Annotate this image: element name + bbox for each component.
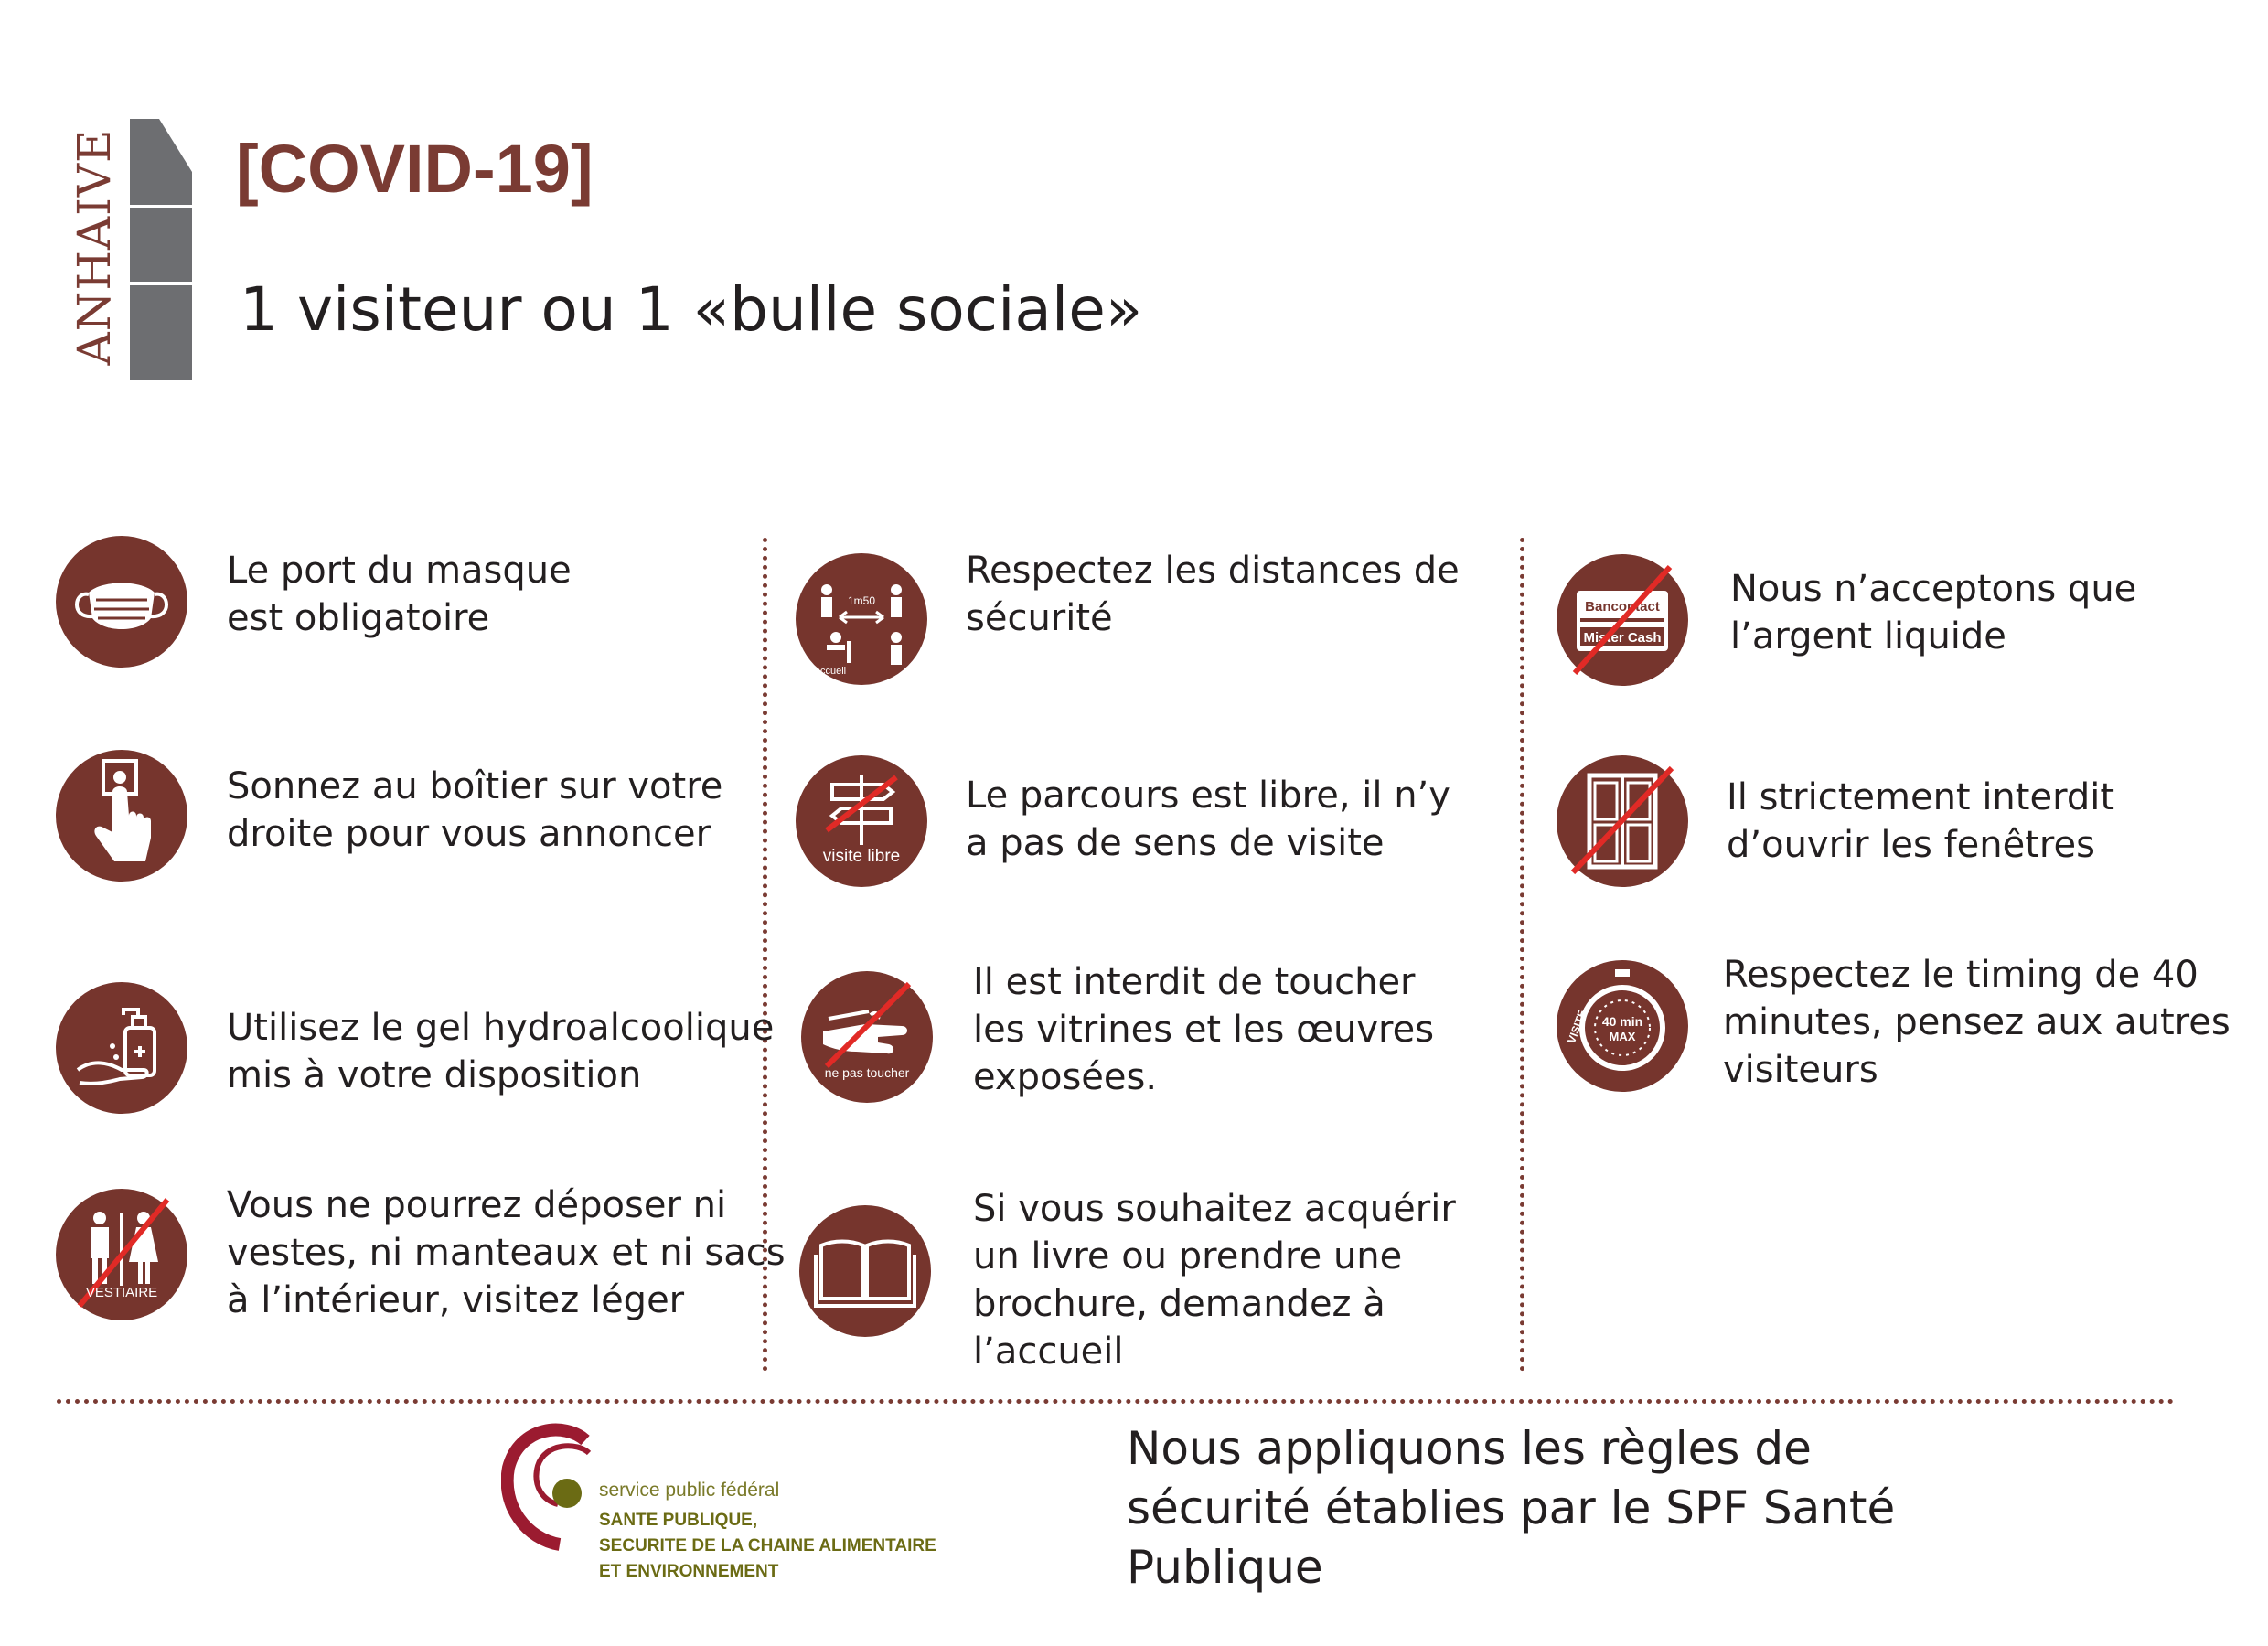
no-card-icon bbox=[1557, 554, 1688, 686]
rule-free-route: Le parcours est libre, il n’y a pas de sens de visite bbox=[966, 775, 1450, 864]
timer-icon bbox=[1557, 960, 1688, 1092]
brand-logo-text bbox=[68, 119, 121, 375]
rule-distance: Respectez les distances de sécurité bbox=[966, 550, 1460, 639]
rule-no-card: Nous n’acceptons que l’argent liquide bbox=[1730, 568, 2137, 657]
page-subtitle: 1 visiteur ou 1 «bulle sociale» bbox=[240, 274, 1143, 345]
free-route-icon bbox=[796, 755, 927, 887]
doorbell-icon bbox=[56, 750, 187, 882]
mask-icon bbox=[56, 536, 187, 668]
svg-text:VISITE: VISITE bbox=[1565, 1008, 1589, 1045]
book-icon bbox=[799, 1205, 931, 1337]
svg-text:accueil: accueil bbox=[814, 666, 847, 677]
rule-mask: Le port du masque est obligatoire bbox=[227, 550, 572, 639]
hand-sanitizer-icon bbox=[56, 982, 187, 1114]
rule-book: Si vous souhaitez acquérir un livre ou prendre une brochure, demandez à l’accueil bbox=[973, 1188, 1456, 1373]
footer-statement: Nous appliquons les règles de sécurité établies par le SPF Santé Publique bbox=[1127, 1422, 1896, 1594]
svg-text:MAX: MAX bbox=[1609, 1030, 1636, 1043]
page-title: [COVID-19] bbox=[236, 131, 594, 207]
no-window-icon bbox=[1557, 755, 1688, 887]
brand-name: ANHAIVE bbox=[68, 128, 121, 366]
svg-text:Bancontact: Bancontact bbox=[1585, 599, 1660, 615]
no-cloakroom-icon bbox=[56, 1189, 187, 1320]
footer-divider bbox=[57, 1399, 2175, 1404]
rule-no-touch: Il est interdit de toucher les vitrines et les œuvres exposées. bbox=[973, 961, 1435, 1098]
svg-text:Mister Cash: Mister Cash bbox=[1583, 630, 1662, 646]
spf-logo-icon bbox=[501, 1422, 611, 1559]
svg-text:visite libre: visite libre bbox=[822, 847, 901, 866]
svg-text:VESTIAIRE: VESTIAIRE bbox=[85, 1285, 158, 1300]
rule-sanitizer: Utilisez le gel hydroalcoolique mis à votre disposition bbox=[227, 1007, 775, 1096]
svg-text:ne pas toucher: ne pas toucher bbox=[824, 1065, 910, 1080]
spf-line-4: ET ENVIRONNEMENT bbox=[599, 1562, 779, 1581]
spf-line-1: service public fédéral bbox=[599, 1480, 780, 1501]
rule-doorbell: Sonnez au boîtier sur votre droite pour vous annoncer bbox=[227, 765, 723, 855]
no-touch-icon bbox=[801, 971, 933, 1103]
rule-no-window: Il strictement interdit d’ouvrir les fenêtres bbox=[1727, 776, 2115, 866]
svg-text:40 min: 40 min bbox=[1601, 1014, 1643, 1029]
distance-icon bbox=[796, 553, 927, 685]
rule-cloakroom: Vous ne pourrez déposer ni vestes, ni manteaux et ni sacs à l’intérieur, visitez léger bbox=[227, 1184, 786, 1321]
column-divider-2 bbox=[1520, 538, 1524, 1372]
spf-line-3: SECURITE DE LA CHAINE ALIMENTAIRE bbox=[599, 1536, 936, 1555]
tower-logo-icon bbox=[126, 117, 196, 382]
svg-text:1m50: 1m50 bbox=[847, 594, 876, 607]
spf-line-2: SANTE PUBLIQUE, bbox=[599, 1511, 758, 1530]
rule-timer: Respectez le timing de 40 minutes, pensez aux autres visiteurs bbox=[1723, 954, 2231, 1091]
